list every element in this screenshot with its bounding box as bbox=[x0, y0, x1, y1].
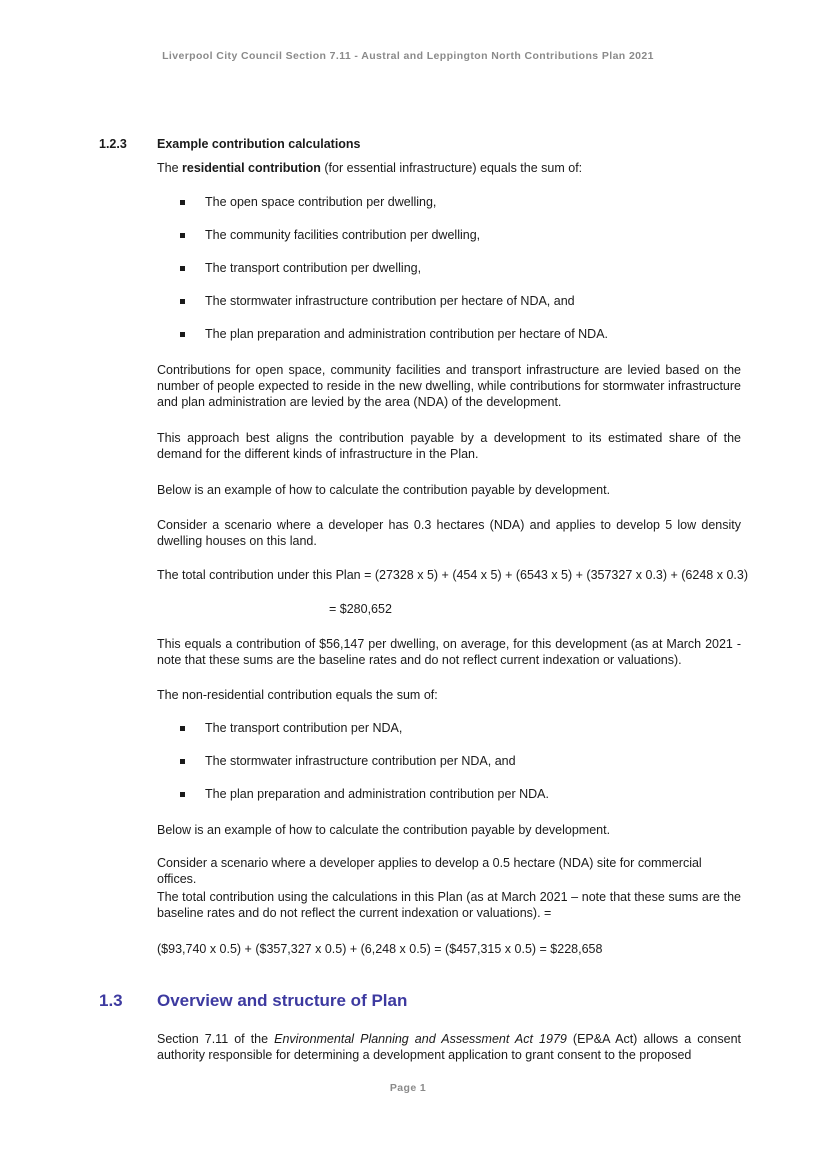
list-item: The community facilities contribution per dwelling, bbox=[157, 227, 741, 243]
running-header: Liverpool City Council Section 7.11 - Austral and Leppington North Contributions Plan 2021 bbox=[162, 50, 654, 62]
bullet-icon bbox=[180, 200, 185, 205]
list-item: The stormwater infrastructure contribution per NDA, and bbox=[157, 753, 741, 769]
intro-post: (for essential infrastructure) equals the sum of: bbox=[320, 161, 583, 175]
subsection-number: 1.2.3 bbox=[99, 137, 127, 151]
formula-nonresidential: ($93,740 x 0.5) + ($357,327 x 0.5) + (6,248 x 0.5) = ($457,315 x 0.5) = $228,658 bbox=[157, 942, 603, 956]
intro-bold: residential contribution bbox=[182, 161, 321, 175]
intro-pre: The bbox=[157, 161, 183, 175]
section-para-pre: Section 7.11 of the bbox=[157, 1032, 275, 1046]
page-number: Page 1 bbox=[389, 1082, 427, 1094]
bullet-icon bbox=[180, 332, 185, 337]
result-residential: = $280,652 bbox=[329, 602, 392, 616]
list-item: The stormwater infrastructure contribution per hectare of NDA, and bbox=[157, 293, 741, 309]
paragraph-section-intro bbox=[157, 1031, 741, 1063]
section-para-post: (EP&A Act) allows a consent authority responsible for determining a development application to grant consent to the proposed bbox=[157, 1032, 741, 1062]
paragraph-levied: Contributions for open space, community facilities and transport infrastructure are levied based on the number of people expected to reside in the new dwelling, while contributions for stormwater infrastructure and plan administration are levied by the area (NDA) of the development. bbox=[157, 363, 741, 409]
paragraph-equals: This equals a contribution of $56,147 per dwelling, on average, for this development (as at March 2021 - note that these sums are the baseline rates and do not reflect current indexation or valuations). bbox=[157, 637, 741, 667]
residential-intro bbox=[157, 160, 741, 176]
bullet-icon bbox=[180, 299, 185, 304]
list-item: The plan preparation and administration contribution per NDA. bbox=[157, 786, 741, 802]
nonresidential-intro: The non-residential contribution equals the sum of: bbox=[157, 688, 438, 702]
section-number: 1.3 bbox=[99, 991, 123, 1010]
act-title: Environmental Planning and Assessment Act 1979 bbox=[274, 1032, 567, 1046]
bullet-icon bbox=[180, 759, 185, 764]
nonresidential-list bbox=[157, 720, 741, 802]
bullet-icon bbox=[180, 792, 185, 797]
bullet-icon bbox=[180, 266, 185, 271]
residential-list bbox=[157, 194, 741, 342]
paragraph-scenario-2: Consider a scenario where a developer applies to develop a 0.5 hectare (NDA) site for commercial offices. bbox=[157, 856, 702, 886]
section-title: Overview and structure of Plan bbox=[157, 991, 408, 1010]
paragraph-approach: This approach best aligns the contribution payable by a development to its estimated share of the demand for the different kinds of infrastructure in the Plan. bbox=[157, 431, 741, 461]
subsection-title: Example contribution calculations bbox=[157, 137, 361, 151]
paragraph-example-2: Below is an example of how to calculate the contribution payable by development. bbox=[157, 823, 611, 837]
paragraph-scenario-1: Consider a scenario where a developer has 0.3 hectares (NDA) and applies to develop 5 low density dwelling houses on this land. bbox=[157, 518, 741, 548]
bullet-icon bbox=[180, 726, 185, 731]
bullet-icon bbox=[180, 233, 185, 238]
list-item: The transport contribution per dwelling, bbox=[157, 260, 741, 276]
formula-residential: The total contribution under this Plan = (27328 x 5) + (454 x 5) + (6543 x 5) + (357327 x 0.3) + (6248 x 0.3) bbox=[157, 568, 748, 582]
paragraph-example-1: Below is an example of how to calculate the contribution payable by development. bbox=[157, 483, 611, 497]
paragraph-total-2: The total contribution using the calculations in this Plan (as at March 2021 – note that these sums are the baseline rates and do not reflect the current indexation or valuations). = bbox=[157, 890, 741, 920]
list-item: The plan preparation and administration contribution per hectare of NDA. bbox=[157, 326, 741, 342]
list-item: The open space contribution per dwelling, bbox=[157, 194, 741, 210]
list-item: The transport contribution per NDA, bbox=[157, 720, 741, 736]
